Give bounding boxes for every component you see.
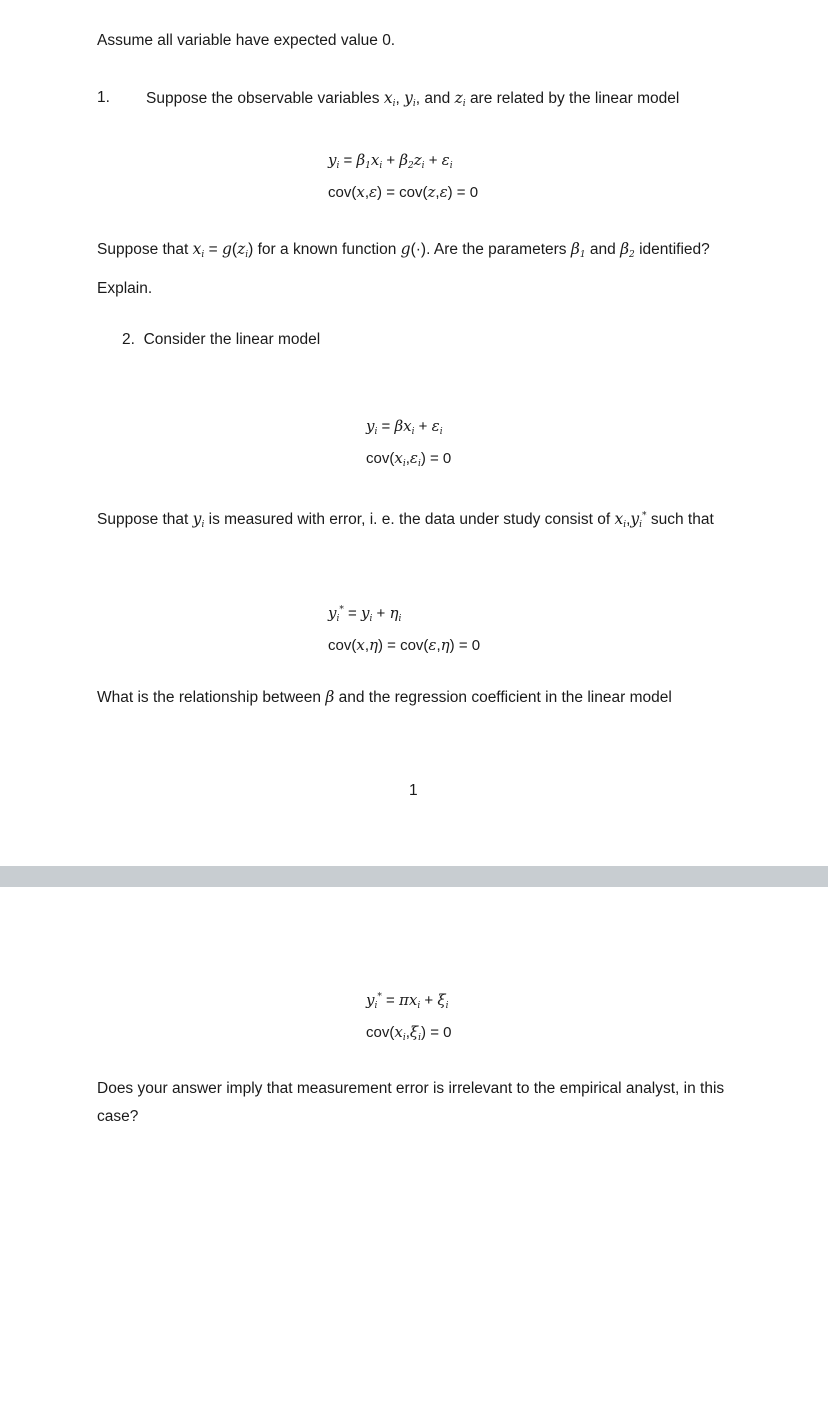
equation-1: $y_i = \beta_1x_i + \beta_2z_i + \varepsilon_i$ xyxy=(328,151,453,171)
equation-8: $cov(x_i,\xi_i) = 0$ xyxy=(366,1023,452,1043)
intro-text: Assume all variable have expected value 0. xyxy=(97,32,396,49)
question-2-heading: 2. Consider the linear model xyxy=(122,331,321,348)
question-1-number: 1. xyxy=(97,89,110,106)
page-separator xyxy=(0,866,828,887)
question-2-paragraph: Suppose that $y_i$ is measured with error, i. e. the data under study consist of $x_i,y_i^*$ such that xyxy=(97,510,714,530)
equation-model-2 xyxy=(366,413,451,477)
equation-4: $cov(x_i,\varepsilon_i) = 0$ xyxy=(366,449,452,469)
document-page-2 xyxy=(0,887,828,1424)
equation-2: cov(x,ε) = cov(z,ε) = 0 xyxy=(328,183,479,201)
equation-regression xyxy=(366,984,451,1051)
equation-7: $y_i^* = \pi x_i + \xi_i$ xyxy=(366,991,449,1011)
relationship-question: What is the relationship between β and the regression coefficient in the linear model xyxy=(97,688,672,706)
equation-5: $y_i^* = y_i + \eta_i$ xyxy=(328,604,402,624)
question-1-statement: Suppose the observable variables $x_i$, $y_i$, and $z_i$ are related by the linear model xyxy=(146,89,680,109)
equation-measurement-error xyxy=(328,597,480,659)
equation-6: cov(x,η) = cov(ε,η) = 0 xyxy=(328,636,481,654)
question-1-paragraph: Suppose that $x_i = g(z_i)$ for a known function g(·). Are the parameters $\beta_1$ and $\beta_2$ identified? Explain. xyxy=(97,240,710,297)
equation-3: $y_i = \beta x_i + \varepsilon_i$ xyxy=(366,417,443,437)
equation-model-1 xyxy=(328,147,478,206)
page-number: 1 xyxy=(409,782,418,799)
final-question: Does your answer imply that measurement error is irrelevant to the empirical analyst, in this case? xyxy=(97,1080,725,1125)
